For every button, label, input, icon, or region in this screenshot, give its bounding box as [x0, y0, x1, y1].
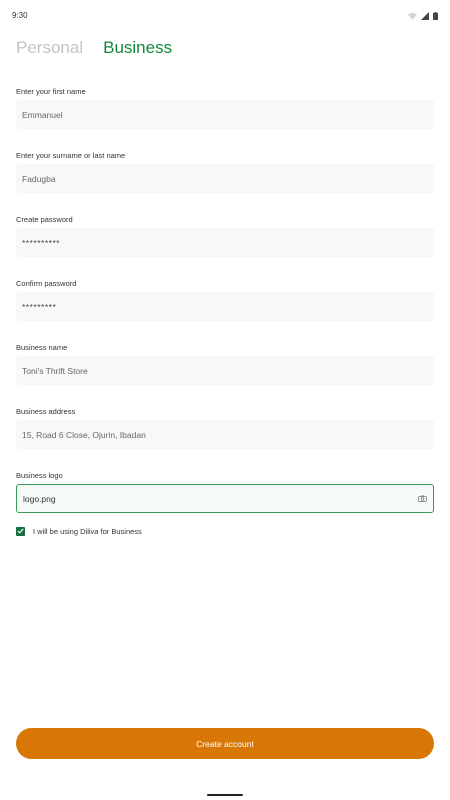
confirm-password-field[interactable]: ********* — [16, 292, 434, 321]
business-logo-field[interactable] — [16, 484, 434, 513]
status-bar — [0, 0, 450, 30]
business-checkbox-row[interactable] — [16, 526, 142, 536]
signal-icon — [421, 12, 429, 20]
business-name-label: Business name — [16, 343, 68, 352]
surname-label: Enter your surname or last name — [16, 151, 126, 160]
checkmark-icon — [17, 528, 24, 534]
create-account-button[interactable]: Create account — [16, 728, 434, 759]
business-address-label: Business address — [16, 407, 76, 416]
home-indicator[interactable] — [207, 794, 243, 796]
first-name-label: Enter your first name — [16, 87, 86, 96]
business-name-field[interactable]: Toni's Thrift Store — [16, 356, 434, 385]
password-label: Create password — [16, 215, 73, 224]
account-type-tabs — [16, 36, 172, 58]
surname-field[interactable]: Fadugba — [16, 164, 434, 193]
camera-icon[interactable] — [418, 495, 427, 502]
status-icons — [408, 11, 438, 21]
wifi-icon — [408, 12, 417, 20]
first-name-field[interactable]: Emmanuel — [16, 100, 434, 129]
battery-icon — [433, 12, 438, 20]
business-logo-label: Business logo — [16, 471, 63, 480]
business-checkbox[interactable] — [16, 527, 25, 536]
business-logo-filename: logo.png — [23, 493, 56, 504]
tab-personal[interactable]: Personal — [16, 38, 84, 57]
confirm-password-label: Confirm password — [16, 279, 77, 288]
password-field[interactable]: ********** — [16, 228, 434, 257]
tab-business[interactable]: Business — [103, 38, 173, 57]
business-address-field[interactable]: 15, Road 6 Close, Ojurin, Ibadan — [16, 420, 434, 449]
status-time: 9:30 — [12, 11, 28, 20]
business-checkbox-label: I will be using Diliva for Business — [33, 526, 142, 536]
